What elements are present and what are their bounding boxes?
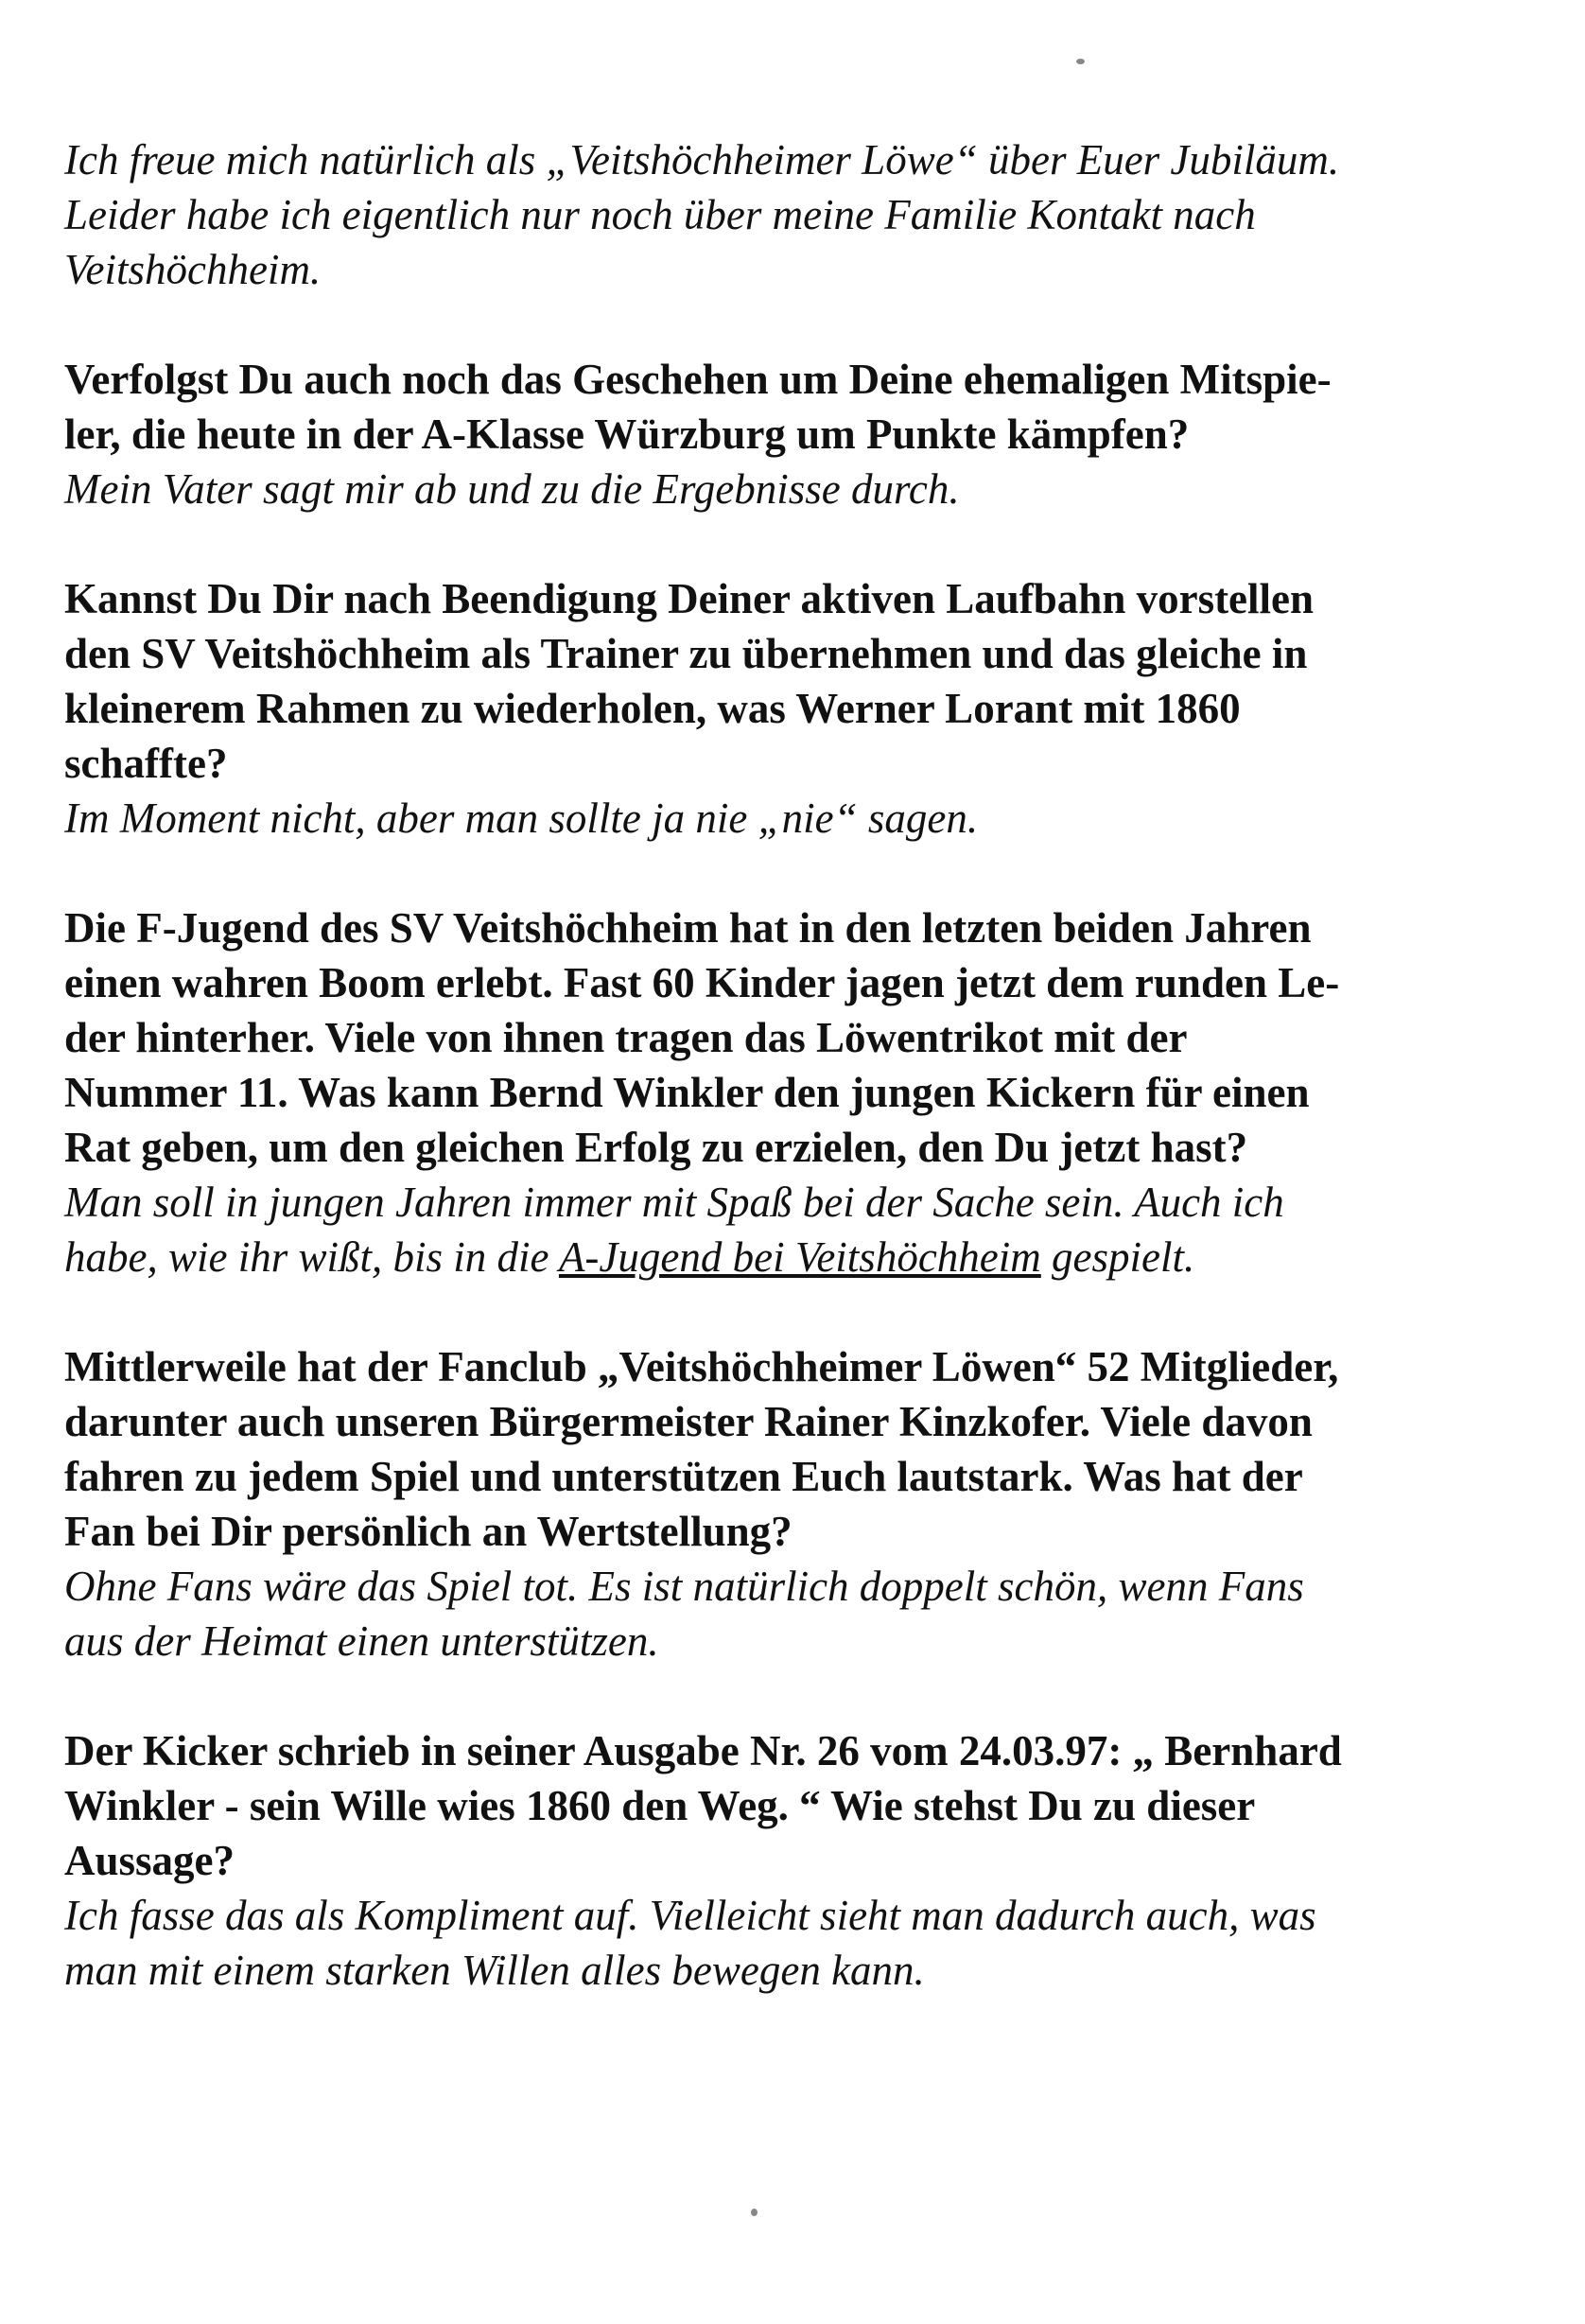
answer-text: gespielt. [1040,1233,1195,1281]
scan-speck-bottom [751,2209,758,2216]
question [64,900,1483,1175]
question [64,571,1483,791]
question-line: schaffte? [64,740,228,787]
answer [64,791,1483,846]
answer [64,1888,1483,1998]
intro-answer [64,132,1483,297]
question-line: Aussage? [64,1837,235,1884]
question-line: der hinterher. Viele von ihnen tragen das Löwentrikot mit der [64,1014,1188,1061]
question-line: Der Kicker schrieb in seiner Ausgabe Nr. 26 vom 24.03.97: „ Bernhard [64,1727,1342,1774]
question [64,1723,1483,1888]
answer [64,1175,1483,1284]
question-line: Nummer 11. Was kann Bernd Winkler den jungen Kickern für einen [64,1069,1310,1116]
question-line: darunter auch unseren Bürgermeister Rainer Kinzkofer. Viele davon [64,1398,1313,1445]
answer-text: habe, wie ihr wißt, bis in die [64,1233,559,1281]
answer-line [64,1230,1483,1284]
question-line: Mittlerweile hat der Fanclub „Veitshöchheimer Löwen“ 52 Mitglieder, [64,1343,1339,1390]
question-line: Winkler - sein Wille wies 1860 den Weg. “ Wie stehst Du zu dieser [64,1782,1256,1829]
question [64,352,1483,462]
interview-text [64,132,1483,2053]
qa-block [64,1723,1483,1998]
answer-line: Ohne Fans wäre das Spiel tot. Es ist natürlich doppelt schön, wenn Fans [64,1563,1304,1610]
answer [64,462,1483,516]
qa-block [64,352,1483,516]
answer-line: Veitshöchheim. [64,246,322,293]
answer-line: Im Moment nicht, aber man sollte ja nie „nie“ sagen. [64,795,979,842]
scan-speck-top [1076,59,1085,64]
question-line: einen wahren Boom erlebt. Fast 60 Kinder jagen jetzt dem runden Le- [64,959,1340,1006]
question [64,1339,1483,1559]
answer-line: Ich freue mich natürlich als „Veitshöchheimer Löwe“ über Euer Jubiläum. [64,136,1340,183]
question-line: Kannst Du Dir nach Beendigung Deiner aktiven Laufbahn vorstellen [64,575,1315,622]
question-line: ler, die heute in der A-Klasse Würzburg um Punkte kämpfen? [64,411,1190,458]
intro-block [64,132,1483,297]
question-line: kleinerem Rahmen zu wiederholen, was Werner Lorant mit 1860 [64,685,1241,732]
answer-line: Man soll in jungen Jahren immer mit Spaß bei der Sache sein. Auch ich [64,1179,1284,1226]
underlined-phrase: A-Jugend bei Veitshöchheim [558,1233,1041,1281]
answer-line: Ich fasse das als Kompliment auf. Vielleicht sieht man dadurch auch, was [64,1892,1316,1939]
question-line: Fan bei Dir persönlich an Wertstellung? [64,1508,792,1555]
answer-line: Mein Vater sagt mir ab und zu die Ergebnisse durch. [64,465,960,513]
question-line: Verfolgst Du auch noch das Geschehen um Deine ehemaligen Mitspie- [64,356,1332,403]
question-line: Rat geben, um den gleichen Erfolg zu erzielen, den Du jetzt hast? [64,1124,1248,1171]
question-line: Die F-Jugend des SV Veitshöchheim hat in den letzten beiden Jahren [64,904,1312,952]
qa-block [64,571,1483,846]
answer [64,1559,1483,1669]
answer-line: aus der Heimat einen unterstützen. [64,1617,659,1665]
qa-block [64,1339,1483,1669]
qa-block [64,900,1483,1284]
answer-line: Leider habe ich eigentlich nur noch über meine Familie Kontakt nach [64,191,1256,238]
question-line: fahren zu jedem Spiel und unterstützen Euch lautstark. Was hat der [64,1453,1303,1500]
answer-line: man mit einem starken Willen alles bewegen kann. [64,1947,925,1994]
question-line: den SV Veitshöchheim als Trainer zu übernehmen und das gleiche in [64,630,1308,677]
